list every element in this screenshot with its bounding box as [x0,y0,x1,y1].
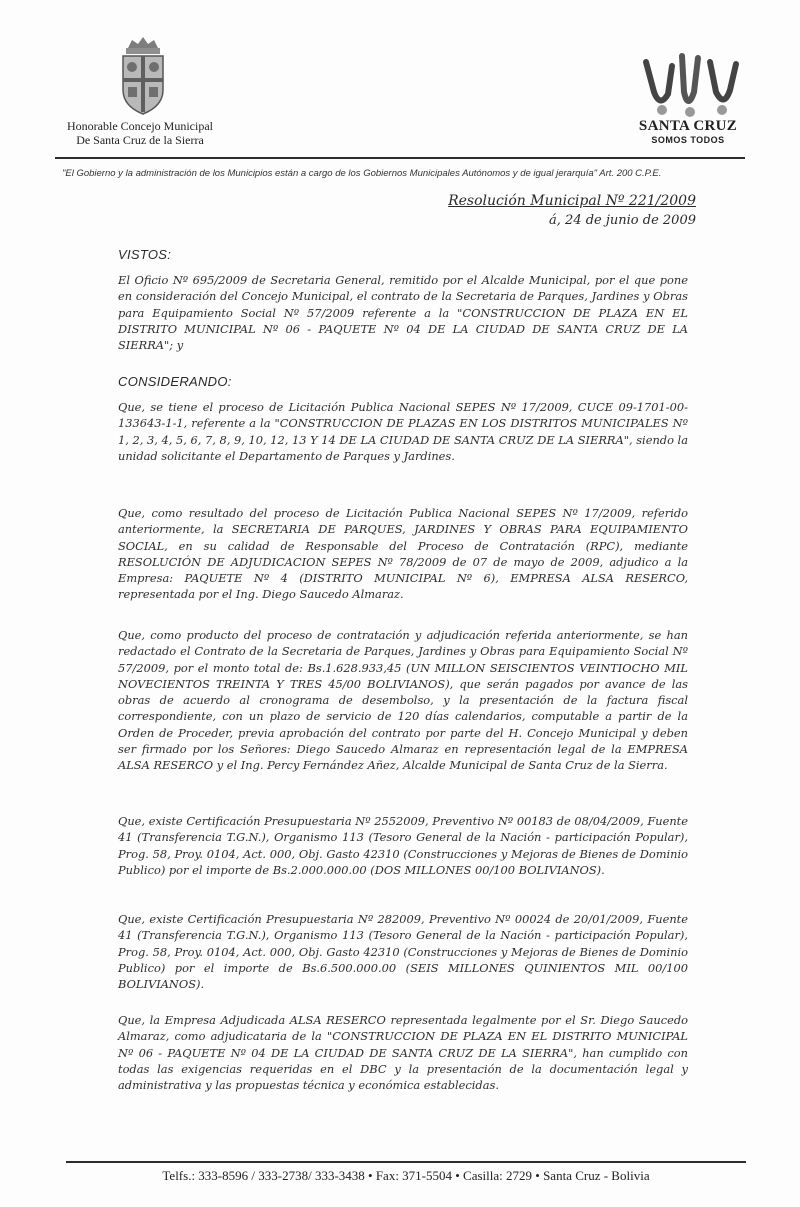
resolution-date: á, 24 de junio de 2009 [549,213,696,228]
considerando-paragraph-2: Que, como resultado del proceso de Licitación Publica Nacional SEPES Nº 17/2009, referido anteriormente, la SECRETARIA DE PARQUES, JARDINES Y OBRAS PARA EQUIPAMIENTO SOCIAL, en su calidad de Responsable del Proceso de Contratación (RPC), mediante RESOLUCIÓN DE ADJUDICACION SEPES Nº 78/2009 de 07 de mayo de 2009, adjudico a la Empresa: PAQUETE Nº 4 (DISTRITO MUNICIPAL Nº 6), EMPRESA ALSA RESERCO, representada por el Ing. Diego Saucedo Almaraz. [118,506,688,602]
considerando-paragraph-1: Que, se tiene el proceso de Licitación Publica Nacional SEPES Nº 17/2009, CUCE 09-1701-00-133643-1-1, referente a la "CONSTRUCCION DE PLAZAS EN LOS DISTRITOS MUNICIPALES Nº 1, 2, 3, 4, 5, 6, 7, 8, 9, 10, 12, 13 Y 14 DE LA CIUDAD DE SANTA CRUZ DE LA SIERRA", siendo la unidad solicitante el Departamento de Parques y Jardines. [118,400,688,463]
council-name [40,119,240,147]
header-divider [55,157,745,159]
vistos-paragraph: El Oficio Nº 695/2009 de Secretaria General, remitido por el Alcalde Municipal, por el que pone en consideración del Concejo Municipal, el contrato de la Secretaria de Parques, Jardines y Obras para Equipamiento Social Nº 57/2009 referente a la "CONSTRUCCION DE PLAZA EN EL DISTRITO MUNICIPAL Nº 06 - PAQUETE Nº 04 DE LA CIUDAD DE SANTA CRUZ DE LA SIERRA"; y [118,273,688,353]
constitution-quote: "El Gobierno y la administración de los Municipios están a cargo de los Gobiernos Municipales Autónomos y de igual jerarquía" Art. 200 C.P.E. [62,168,662,179]
considerando-paragraph-4: Que, existe Certificación Presupuestaria Nº 2552009, Preventivo Nº 00183 de 08/04/2009, Fuente 41 (Transferencia T.G.N.), Organismo 113 (Tesoro General de la Nación - participación Popular), Prog. 58, Proy. 0104, Act. 000, Obj. Gasto 42310 (Construcciones y Mejoras de Bienes de Dominio Publico) por el importe de Bs.2.000.000.00 (DOS MILLONES 00/100 BOLIVIANOS). [118,814,688,877]
considerando-paragraph-3: Que, como producto del proceso de contratación y adjudicación referida anteriormente, se han redactado el Contrato de la Secretaria de Parques, Jardines y Obras para Equipamiento Social Nº 57/2009, por el monto total de: Bs.1.628.933,45 (UN MILLON SEISCIENTOS VEINTIOCHO MIL NOVECIENTOS TREINTA Y TRES 45/00 BOLIVIANOS), que serán pagados por avance de las obras de acuerdo al cronograma de desembolso, y la presentación de la factura fiscal correspondiente, con un plazo de servicio de 120 días calendarios, computable a partir de la Orden de Proceder, previa aprobación del contrato por parte del H. Concejo Municipal y deben ser firmado por los Señores: Diego Saucedo Almaraz en representación legal de la EMPRESA ALSA RESERCO y el Ing. Percy Fernández Añez, Alcalde Municipal de Santa Cruz de la Sierra. [118,628,688,773]
council-name-line1: Honorable Concejo Municipal [67,119,213,133]
considerando-paragraph-5: Que, existe Certificación Presupuestaria Nº 282009, Preventivo Nº 00024 de 20/01/2009, Fuente 41 (Transferencia T.G.N.), Organismo 113 (Tesoro General de la Nación - participación Popular), Prog. 58, Proy. 0104, Act. 000, Obj. Gasto 42310 (Construcciones y Mejoras de Bienes de Dominio Publico) por el importe de Bs.6.500.000.00 (SEIS MILLONES QUINIENTOS MIL 00/100 BOLIVIANOS). [118,912,688,992]
council-name-line2: De Santa Cruz de la Sierra [76,133,204,147]
footer-contact: Telfs.: 333-8596 / 333-2738/ 333-3438 • Fax: 371-5504 • Casilla: 2729 • Santa Cruz - Bolivia [162,1168,650,1183]
santa-cruz-logo-icon [632,52,744,124]
resolution-title: Resolución Municipal Nº 221/2009 [448,193,696,209]
considerando-paragraph-6: Que, la Empresa Adjudicada ALSA RESERCO representada legalmente por el Sr. Diego Saucedo Almaraz, como adjudicataria de la "CONSTRUCCION DE PLAZA EN EL DISTRITO MUNICIPAL Nº 06 - PAQUETE Nº 04 DE LA CIUDAD DE SANTA CRUZ DE LA SIERRA", han cumplido con todas las exigencias requeridas en el DBC y la presentación de la documentación legal y administrativa y las propuestas técnica y económica establecidas. [118,1013,688,1093]
vistos-heading: VISTOS: [118,247,172,262]
brand-slogan: SOMOS TODOS [651,135,725,145]
coat-of-arms-icon [114,34,172,118]
footer-divider [66,1161,746,1163]
brand-name: SANTA CRUZ [638,118,738,134]
considerando-heading: CONSIDERANDO: [118,374,232,389]
